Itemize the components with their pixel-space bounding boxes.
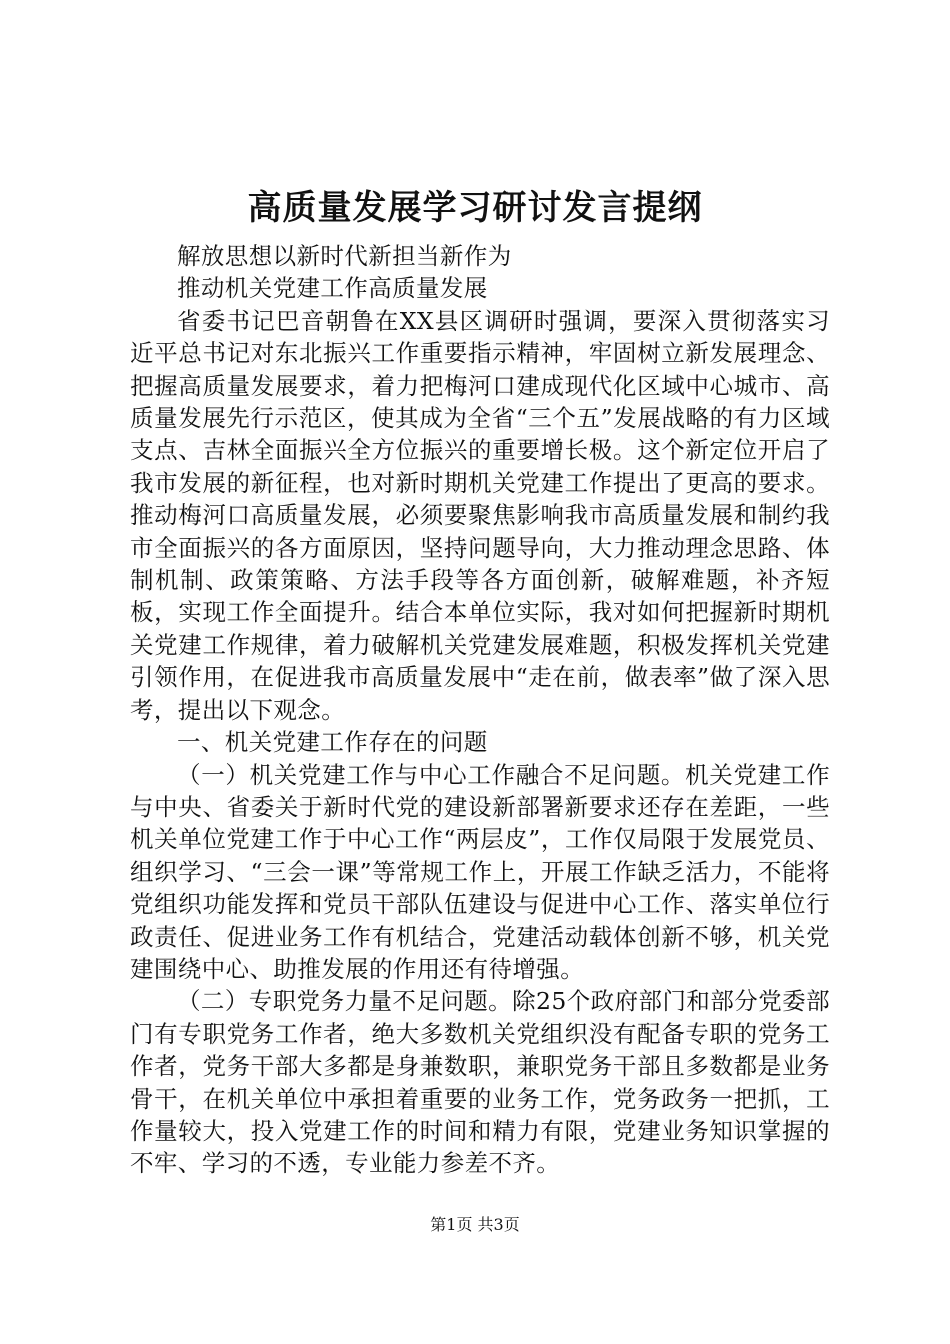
intro-paragraph: 省委书记巴音朝鲁在XX县区调研时强调，要深入贯彻落实习近平总书记对东北振兴工作重要指示精神，牢固树立新发展理念、把握高质量发展要求，着力把梅河口建成现代化区域中心城市、高质量发展先行示范区，使其成为全省“三个五”发展战略的有力区域支点、吉林全面振兴全方位振兴的重要增长极。这个新定位开启了我市发展的新征程，也对新时期机关党建工作提出了更高的要求。推动梅河口高质量发展，必须要聚焦影响我市高质量发展和制约我市全面振兴的各方面原因，坚持问题导向，大力推动理念思路、体制机制、政策策略、方法手段等各方面创新，破解难题，补齐短板，实现工作全面提升。结合本单位实际，我对如何把握新时期机关党建工作规律，着力破解机关党建发展难题，积极发挥机关党建引领作用，在促进我市高质量发展中“走在前，做表率”做了深入思考，提出以下观念。: [130, 306, 830, 724]
subtitle-line-2: 推动机关党建工作高质量发展: [177, 274, 488, 303]
document-title: 高质量发展学习研讨发言提纲: [247, 188, 703, 228]
subtitle-line-1: 解放思想以新时代新担当新作为: [177, 242, 512, 270]
page-number-footer: 第1页 共3页: [430, 1215, 520, 1234]
problem-paragraph-2: （二）专职党务力量不足问题。除25个政府部门和部分党委部门有专职党务工作者，绝大多数机关党组织没有配备专职的党务工作者，党务干部大多都是身兼数职，兼职党务干部且多数都是业务骨干，在机关单位中承担着重要的业务工作，党务政务一把抓，工作量较大，投入党建工作的时间和精力有限，党建业务知识掌握的不牢、学习的不透，专业能力参差不齐。: [130, 987, 830, 1178]
problem-paragraph-1: （一）机关党建工作与中心工作融合不足问题。机关党建工作与中央、省委关于新时代党的建设新部署新要求还存在差距，一些机关单位党建工作于中心工作“两层皮”，工作仅局限于发展党员、组织学习、“三会一课”等常规工作上，开展工作缺乏活力，不能将党组织功能发挥和党员干部队伍建设与促进中心工作、落实单位行政责任、促进业务工作有机结合，党建活动载体创新不够，机关党建围绕中心、助推发展的作用还有待增强。: [130, 760, 830, 983]
section-heading: 一、机关党建工作存在的问题: [177, 728, 488, 757]
document-body: [130, 240, 830, 1180]
